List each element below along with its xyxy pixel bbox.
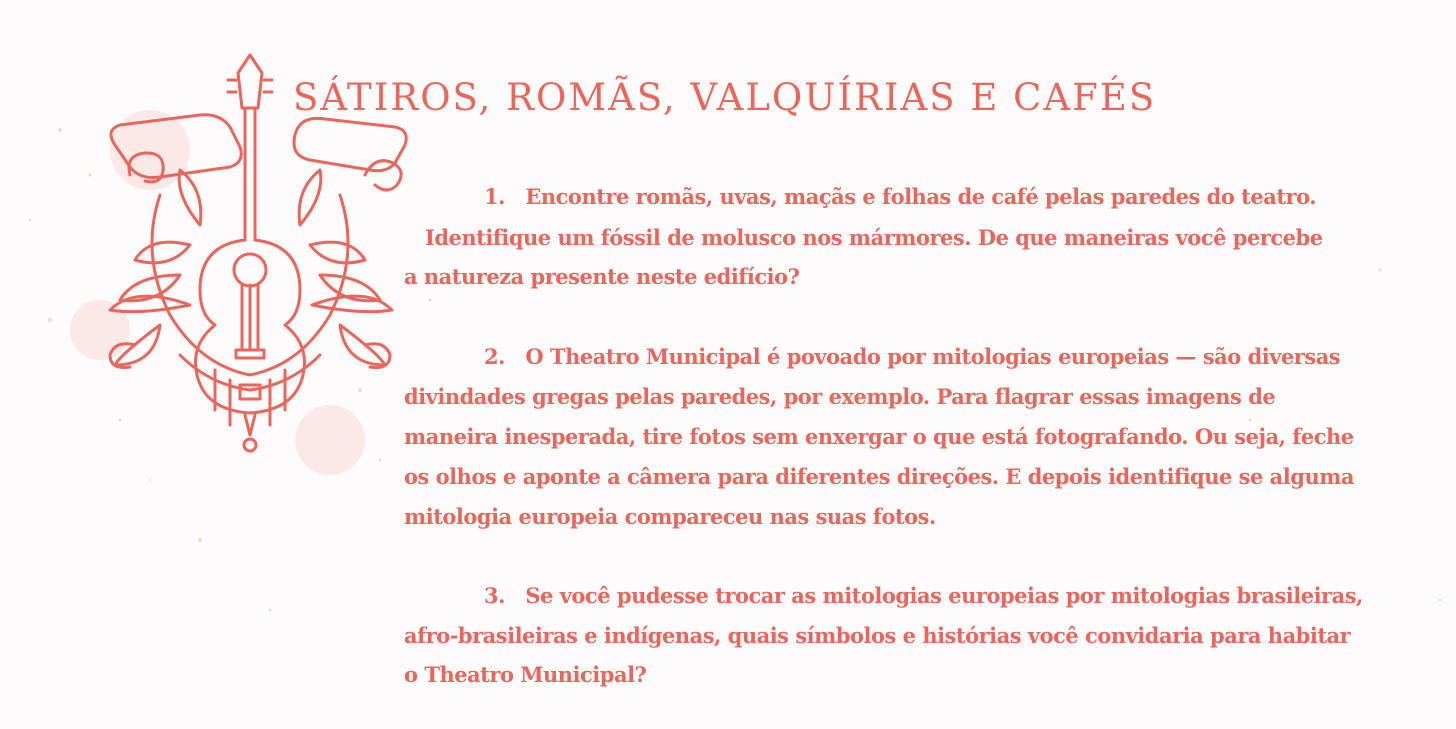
question-line: mitologia europeia compareceu nas suas fotos. [404,504,936,529]
question-text: Encontre romãs, uvas, maçãs e folhas de café pelas paredes do teatro. [525,184,1317,209]
page-title: SÁTIROS, ROMÃS, VALQUÍRIAS E CAFÉS [293,76,1157,119]
question-line: Identifique um fóssil de molusco nos mármores. De que maneiras você percebe [425,225,1323,250]
question-text: O Theatro Municipal é povoado por mitologias europeias — são diversas [525,344,1341,369]
question-number: 1. [484,184,505,209]
question-line [484,585,1363,606]
question-number: 3. [484,583,505,608]
question-line: afro-brasileiras e indígenas, quais símbolos e histórias você convidaria para habitar [404,623,1351,648]
question-line: divindades gregas pelas paredes, por exemplo. Para flagrar essas imagens de [404,384,1276,409]
question-number: 2. [484,344,505,369]
question-line: os olhos e aponte a câmera para diferentes direções. E depois identifique se alguma [404,464,1355,489]
question-line: a natureza presente neste edifício? [404,264,800,289]
question-line: maneira inesperada, tire fotos sem enxergar o que está fotografando. Ou seja, feche [404,424,1354,449]
question-line [484,346,1340,367]
question-line [484,186,1316,207]
question-text: Se você pudesse trocar as mitologias europeias por mitologias brasileiras, [525,583,1363,608]
question-line: o Theatro Municipal? [404,662,647,687]
